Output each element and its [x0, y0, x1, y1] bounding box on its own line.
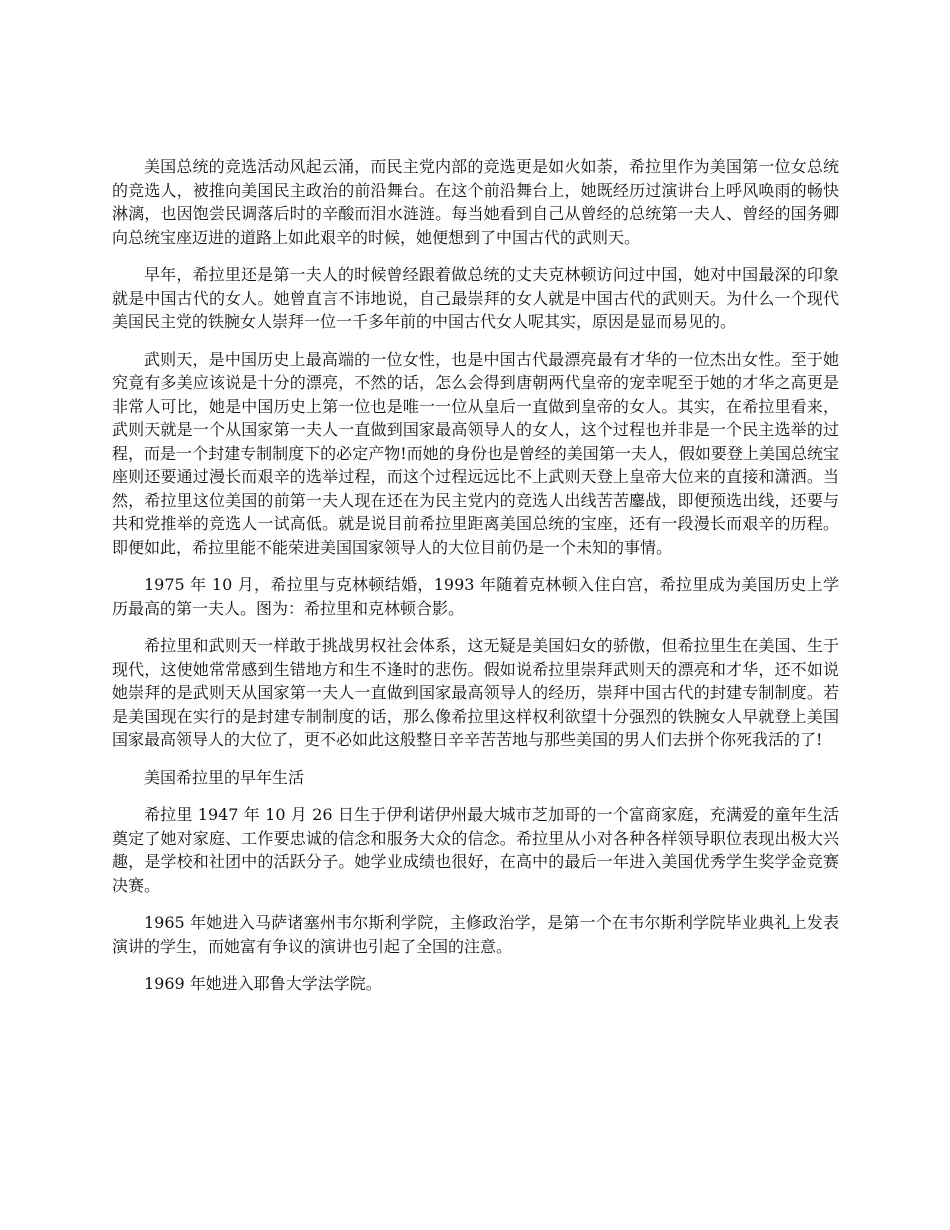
paragraph-birth: 希拉里 1947 年 10 月 26 日生于伊利诺伊州最大城市芝加哥的一个富商家庭，充满爱的童年生活奠定了她对家庭、工作要忠诚的信念和服务大众的信念。希拉里从小对各种各样领导职位表现出极大兴趣，是学校和社团中的活跃分子。她学业成绩也很好，在高中的最后一年进入美国优秀学生奖学金竞赛决赛。: [112, 805, 839, 895]
paragraph-wu-zetian: 武则天，是中国历史上最高端的一位女性，也是中国古代最漂亮最有才华的一位杰出女性。至于她究竟有多美应该说是十分的漂亮，不然的话，怎么会得到唐朝两代皇帝的宠幸呢至于她的才华之高更是非常人可比，她是中国历史上第一位也是唯一一位从皇后一直做到皇帝的女人。其实，在希拉里看来，武则天就是一个从国家第一夫人一直做到国家最高领导人的女人，这个过程也并非是一个民主选举的过程，而是一个封建专制制度下的必定产物!而她的身份也是曾经的美国第一夫人，假如要登上美国总统宝座则还要通过漫长而艰辛的选举过程，而这个过程远远比不上武则天登上皇帝大位来的直接和潇洒。当然，希拉里这位美国的前第一夫人现在还在为民主党内的竞选人出线苦苦鏖战，即便预选出线，还要与共和党推举的竞选人一试高低。就是说目前希拉里距离美国总统的宝座，还有一段漫长而艰辛的历程。即便如此，希拉里能不能荣进美国国家领导人的大位目前仍是一个未知的事情。: [112, 349, 839, 557]
paragraph-marriage: 1975 年 10 月，希拉里与克林顿结婚，1993 年随着克林顿入住白宫，希拉里成为美国历史上学历最高的第一夫人。图为：希拉里和克林顿合影。: [112, 575, 839, 618]
paragraph-early-years: 早年，希拉里还是第一夫人的时候曾经跟着做总统的丈夫克林顿访问过中国，她对中国最深的印象就是中国古代的女人。她曾直言不讳地说，自己最崇拜的女人就是中国古代的武则天。为什么一个现代美国民主党的铁腕女人崇拜一位一千多年前的中国古代女人呢其实，原因是显而易见的。: [112, 265, 839, 331]
document-body: [112, 155, 839, 1010]
paragraph-wellesley: 1965 年她进入马萨诸塞州韦尔斯利学院，主修政治学，是第一个在韦尔斯利学院毕业典礼上发表演讲的学生，而她富有争议的演讲也引起了全国的注意。: [112, 913, 839, 956]
paragraph-intro: 美国总统的竞选活动风起云涌，而民主党内部的竞选更是如火如荼，希拉里作为美国第一位女总统的竞选人，被推向美国民主政治的前沿舞台。在这个前沿舞台上，她既经历过演讲台上呼风唤雨的畅快淋漓，也因饱尝民调落后时的辛酸而泪水涟涟。每当她看到自己从曾经的总统第一夫人、曾经的国务卿向总统宝座迈进的道路上如此艰辛的时候，她便想到了中国古代的武则天。: [112, 157, 839, 247]
section-heading-early-life: 美国希拉里的早年生活: [144, 767, 305, 787]
paragraph-yale: 1969 年她进入耶鲁大学法学院。: [144, 974, 382, 993]
paragraph-challenge: 希拉里和武则天一样敢于挑战男权社会体系，这无疑是美国妇女的骄傲，但希拉里生在美国、生于现代，这使她常常感到生错地方和生不逢时的悲伤。假如说希拉里崇拜武则天的漂亮和才华，还不如说她崇拜的是武则天从国家第一夫人一直做到国家最高领导人的经历，崇拜中国古代的封建专制制度。若是美国现在实行的是封建专制制度的话，那么像希拉里这样权利欲望十分强烈的铁腕女人早就登上美国国家最高领导人的大位了，更不必如此这般整日辛辛苦苦地与那些美国的男人们去拼个你死我活的了!: [112, 636, 839, 749]
